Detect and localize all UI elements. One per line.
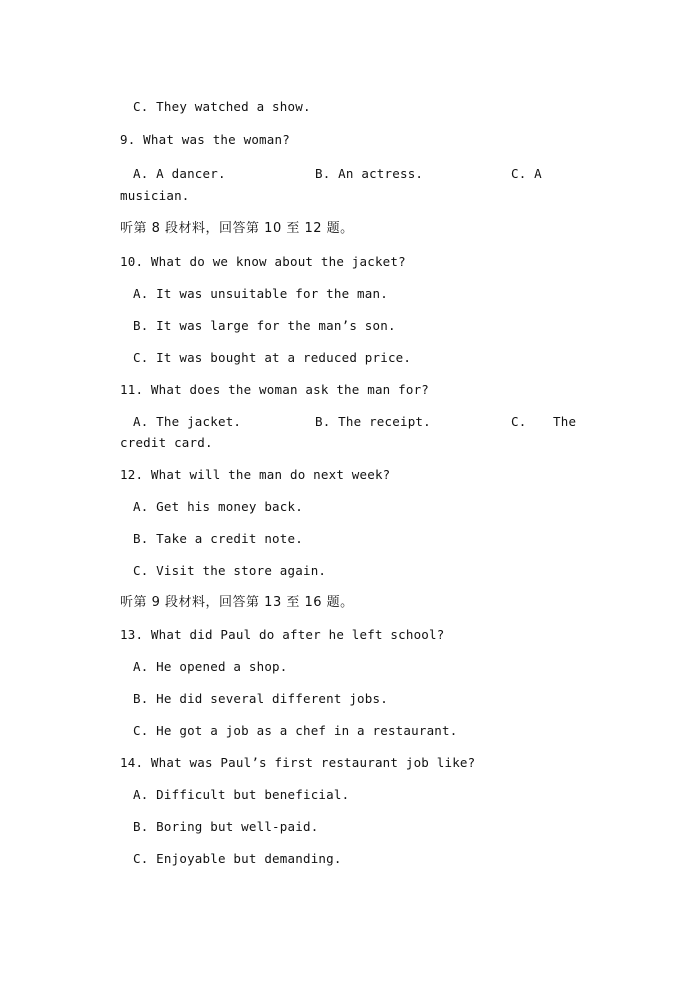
option-11c-continued: credit card. [120, 435, 213, 450]
option-14b: B. Boring but well-paid. [133, 819, 319, 834]
question-14: 14. What was Paul’s first restaurant job like? [120, 755, 476, 770]
option-11a: A. The jacket. [133, 414, 242, 429]
option-11b: B. The receipt. [315, 414, 431, 429]
question-13: 13. What did Paul do after he left school? [120, 627, 445, 642]
question-9: 9. What was the woman? [120, 132, 290, 147]
option-12a: A. Get his money back. [133, 499, 303, 514]
option-10c: C. It was bought at a reduced price. [133, 350, 412, 365]
option-10a: A. It was unsuitable for the man. [133, 286, 388, 301]
option-14a: A. Difficult but beneficial. [133, 787, 350, 802]
option-11c-text: The [553, 414, 577, 429]
option-11c-letter: C. [511, 414, 527, 429]
option-14c: C. Enjoyable but demanding. [133, 851, 342, 866]
option-9b: B. An actress. [315, 166, 424, 181]
option-12b: B. Take a credit note. [133, 531, 303, 546]
option-9c-continued: musician. [120, 188, 190, 203]
option-13a: A. He opened a shop. [133, 659, 288, 674]
question-11: 11. What does the woman ask the man for? [120, 382, 430, 397]
option-9a: A. A dancer. [133, 166, 226, 181]
question-12: 12. What will the man do next week? [120, 467, 391, 482]
section-heading-9: 听第 9 段材料，回答第 13 至 16 题。 [120, 595, 354, 610]
option-13b: B. He did several different jobs. [133, 691, 388, 706]
section-heading-8: 听第 8 段材料，回答第 10 至 12 题。 [120, 221, 354, 236]
option-13c: C. He got a job as a chef in a restaurant. [133, 723, 458, 738]
option-12c: C. Visit the store again. [133, 563, 327, 578]
option-10b: B. It was large for the man’s son. [133, 318, 396, 333]
option-9c: C. A [511, 166, 542, 181]
question-10: 10. What do we know about the jacket? [120, 254, 406, 269]
option-8c: C. They watched a show. [133, 99, 311, 114]
